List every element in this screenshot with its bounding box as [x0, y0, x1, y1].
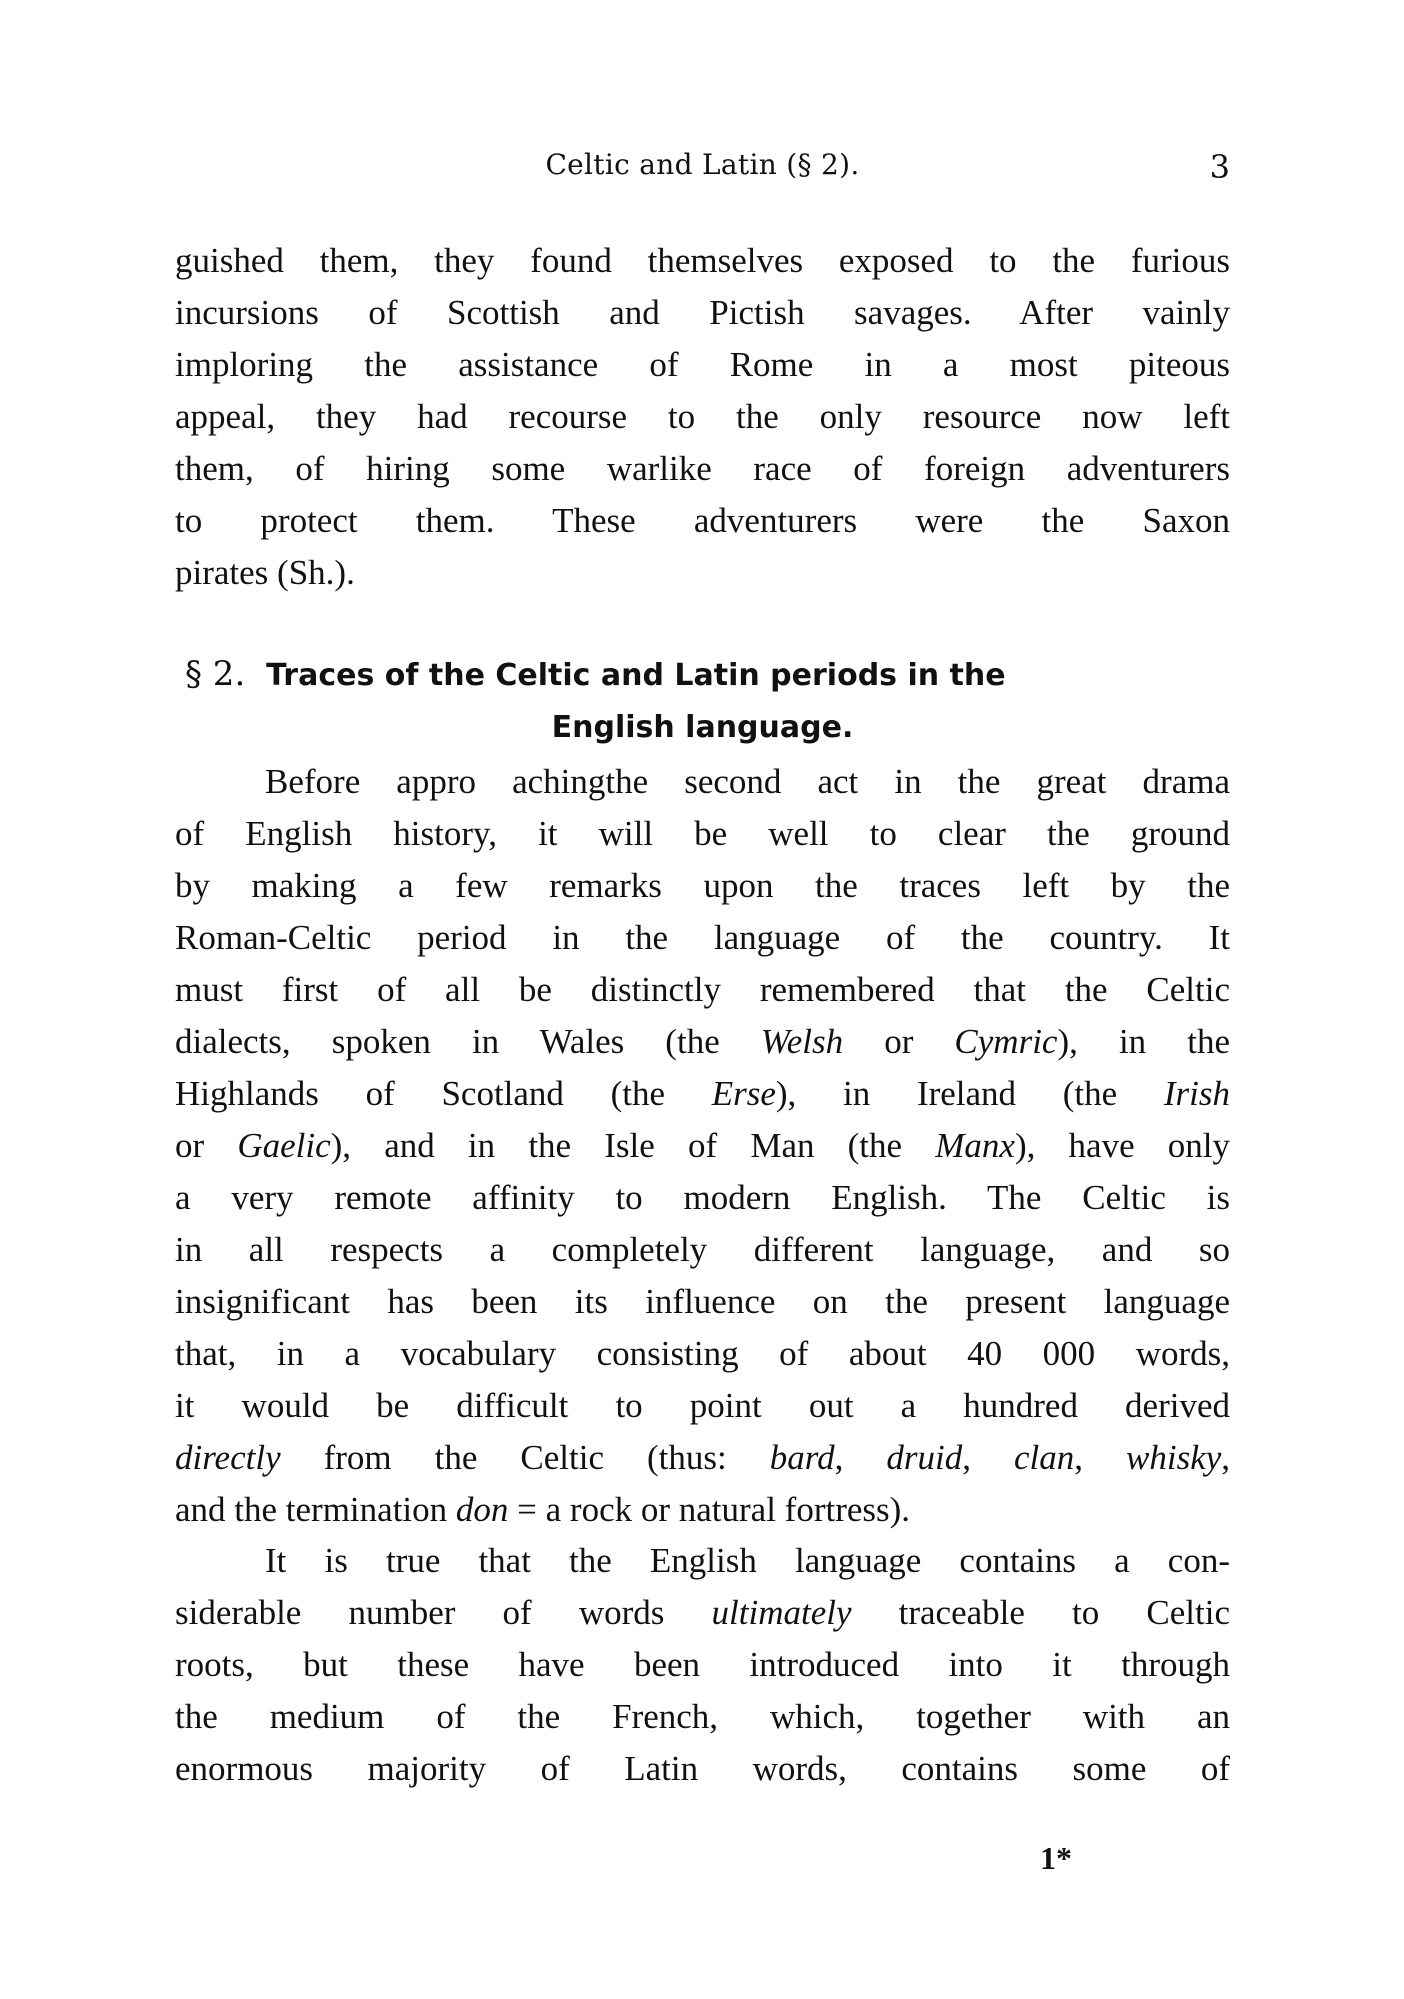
text-line: by making a few remarks upon the traces left by the	[175, 866, 1230, 905]
text-line: Highlands of Scotland (the Erse), in Ireland (the Irish	[175, 1074, 1230, 1113]
text-line: it would be difficult to point out a hundred derived	[175, 1386, 1230, 1425]
italic-term: Welsh	[760, 1022, 844, 1061]
text-line: Roman-Celtic period in the language of the country. It	[175, 918, 1230, 957]
section-title-part-2: English language.	[551, 710, 854, 745]
text-line: It is true that the English language contains a con-	[265, 1541, 1230, 1580]
text-line: dialects, spoken in Wales (the Welsh or Cymric), in the	[175, 1022, 1230, 1061]
section-title-part-1: Traces of the Celtic and Latin periods in the	[266, 658, 1006, 693]
paragraph-continuation	[175, 235, 1230, 599]
paragraph-it-is-true	[175, 1535, 1230, 1795]
signature-mark: 1*	[1040, 1840, 1072, 1876]
text-line: to protect them. These adventurers were the Saxon	[175, 501, 1230, 540]
text-line: the medium of the French, which, together with an	[175, 1697, 1230, 1736]
text-line: a very remote affinity to modern English. The Celtic is	[175, 1178, 1230, 1217]
text-line: enormous majority of Latin words, contains some of	[175, 1749, 1230, 1788]
section-heading-line-1	[175, 648, 1230, 702]
text-line: and the termination don = a rock or natural fortress).	[175, 1490, 911, 1529]
text-line: roots, but these have been introduced into it through	[175, 1645, 1230, 1684]
text-line: Before appro achingthe second act in the great drama	[265, 762, 1230, 801]
italic-term: Erse	[711, 1074, 776, 1113]
text-line: directly from the Celtic (thus: bard, druid, clan, whisky,	[175, 1438, 1231, 1477]
text-line: insignificant has been its influence on the present language	[175, 1282, 1230, 1321]
italic-term: bard	[769, 1438, 835, 1477]
paragraph-before-approaching	[175, 756, 1230, 1536]
running-title: Celtic and Latin (§ 2).	[545, 148, 860, 181]
italic-term: clan	[1013, 1438, 1075, 1477]
text-line: of English history, it will be well to clear the ground	[175, 814, 1230, 853]
italic-term: whisky	[1126, 1438, 1222, 1477]
italic-term: Irish	[1163, 1074, 1230, 1113]
section-symbol: § 2.	[185, 654, 246, 694]
text-line: imploring the assistance of Rome in a most piteous	[175, 345, 1230, 384]
italic-term: Manx	[935, 1126, 1015, 1165]
italic-term: druid	[886, 1438, 963, 1477]
text-line: in all respects a completely different language, and so	[175, 1230, 1230, 1269]
italic-term: Cymric	[954, 1022, 1058, 1061]
text-line: them, of hiring some warlike race of foreign adventurers	[175, 449, 1230, 488]
text-line: appeal, they had recourse to the only resource now left	[175, 397, 1230, 436]
running-header	[175, 148, 1230, 188]
italic-term: ultimately	[711, 1593, 852, 1632]
text-line: incursions of Scottish and Pictish savages. After vainly	[175, 293, 1230, 332]
text-line: or Gaelic), and in the Isle of Man (the Manx), have only	[175, 1126, 1231, 1165]
text-line: must first of all be distinctly remembered that the Celtic	[175, 970, 1230, 1009]
text-line: siderable number of words ultimately traceable to Celtic	[175, 1593, 1230, 1632]
page-number: 3	[1209, 148, 1230, 186]
italic-term: Gaelic	[237, 1126, 331, 1165]
section-heading	[175, 648, 1230, 754]
italic-term: directly	[175, 1438, 281, 1477]
text-line: pirates (Sh.).	[175, 553, 355, 592]
text-line: guished them, they found themselves exposed to the furious	[175, 241, 1230, 280]
italic-term: don	[455, 1490, 509, 1529]
text-line: that, in a vocabulary consisting of about 40 000 words,	[175, 1334, 1230, 1373]
